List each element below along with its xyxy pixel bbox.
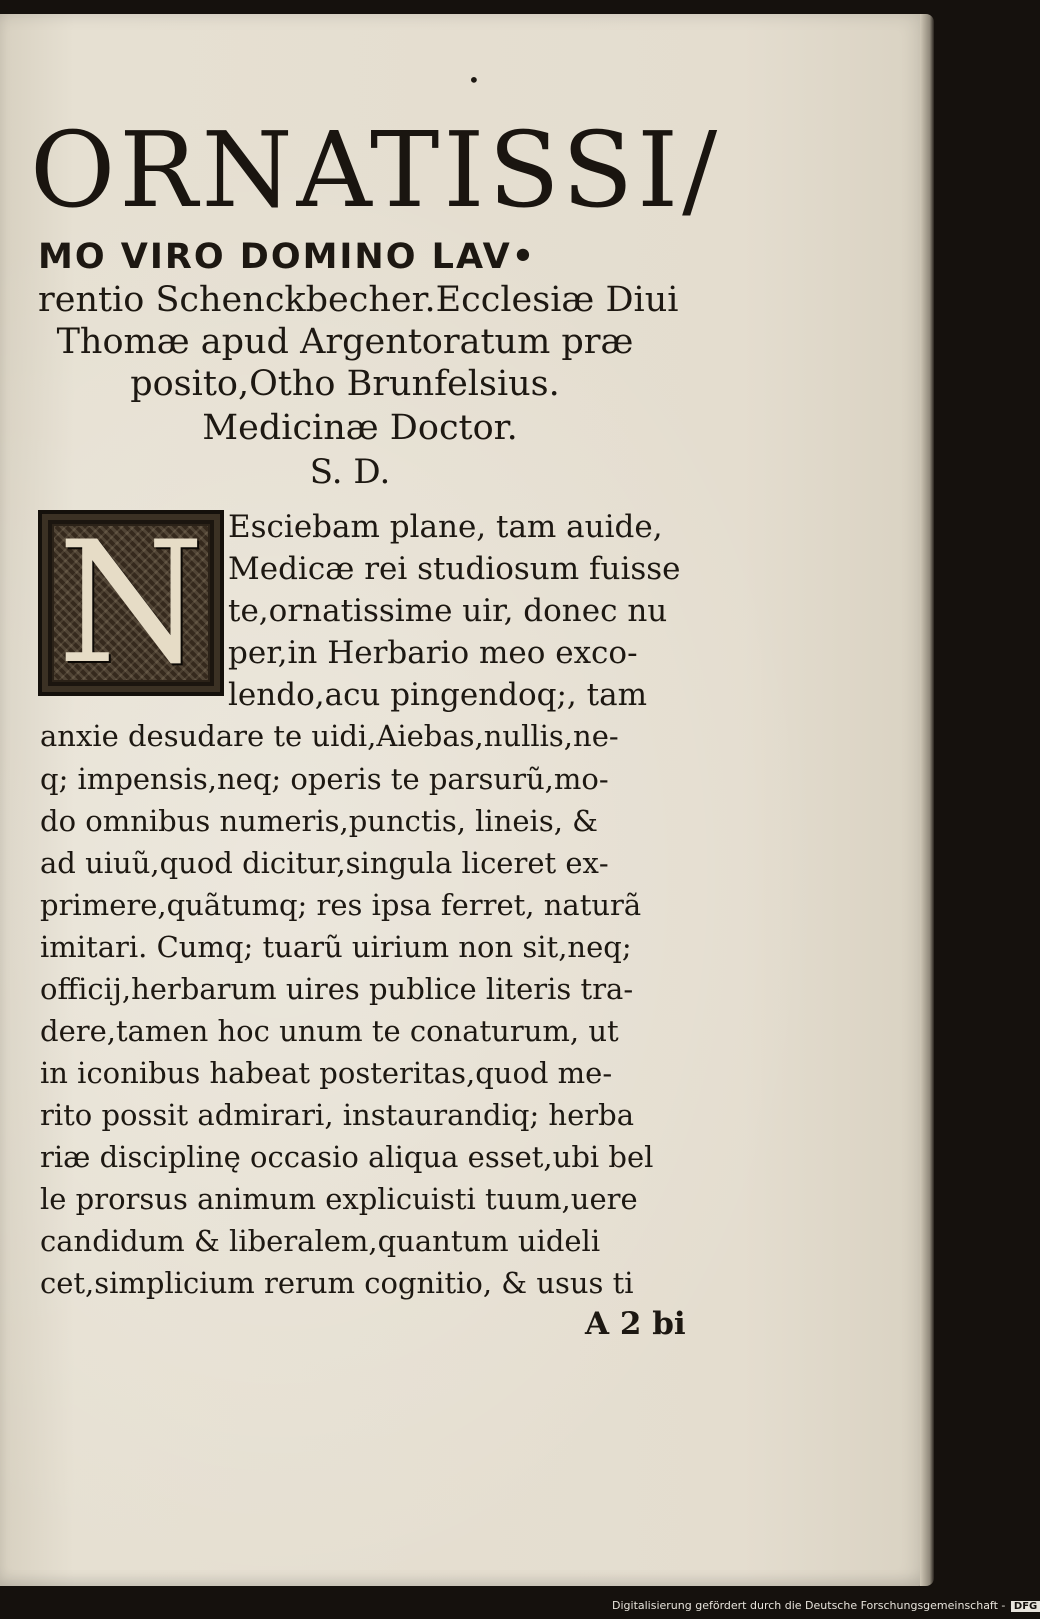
text-line: lendo,acu pingendoq;, tam (228, 677, 647, 713)
salutation: S. D. (309, 452, 391, 492)
footer-credit-text: Digitalisierung gefördert durch die Deutsche Forschungsgemeinschaft - (612, 1599, 1006, 1612)
text-line: do omnibus numeris,punctis, lineis, & (40, 804, 598, 838)
signature-mark: A 2 bi (585, 1306, 686, 1342)
text-line: cet,simplicium rerum cognitio, & usus ti (40, 1266, 634, 1300)
decorated-initial (38, 505, 224, 701)
text-line: primere,quãtumq; res ipsa ferret, naturã (40, 888, 642, 922)
ornament-dot: • (468, 68, 480, 92)
text-line: Esciebam plane, tam auide, (228, 509, 663, 545)
footer-credit (612, 1599, 1040, 1612)
text-line: per,in Herbario meo exco‑ (228, 635, 638, 671)
text-line: rito possit admirari, instaurandiq; herba (40, 1098, 634, 1132)
title-caps-line: MO VIRO DOMINO LAV• (38, 237, 537, 277)
text-line: Medicæ rei studiosum fuisse (228, 551, 681, 587)
text-line: q; impensis,neq; operis te parsurũ,mo‑ (40, 762, 609, 796)
heading-line: Medicinæ Doctor. (202, 408, 518, 448)
heading-line: rentio Schenckbecher.Ecclesiæ Diui (38, 280, 679, 320)
text-line: dere,tamen hoc unum te conaturum, ut (40, 1014, 619, 1048)
text-line: riæ disciplinę occasio aliqua esset,ubi bel (40, 1140, 654, 1174)
text-line: imitari. Cumq; tuarũ uirium non sit,neq; (40, 930, 632, 964)
text-line: anxie desudare te uidi,Aiebas,nullis,ne‑ (40, 719, 619, 753)
text-line: te,ornatissime uir, donec nu (228, 593, 668, 629)
text-line: ad uiuũ,quod dicitur,singula liceret ex‑ (40, 846, 609, 880)
text-line: in iconibus habeat posteritas,quod me‑ (40, 1056, 613, 1090)
initial-letter: N (57, 505, 205, 701)
heading-line: Thomæ apud Argentoratum præ (56, 322, 634, 362)
text-line: le prorsus animum explicuisti tuum,uere (40, 1182, 638, 1216)
heading-line: posito,Otho Brunfelsius. (130, 364, 560, 404)
title-large: ORNATISSI/ (30, 109, 722, 231)
dfg-logo: DFG (1011, 1601, 1040, 1612)
text-line: candidum & liberalem,quantum uideli (40, 1224, 601, 1258)
text-line: officij,herbarum uires publice literis tra‑ (40, 972, 634, 1006)
page-edge (920, 14, 934, 1586)
